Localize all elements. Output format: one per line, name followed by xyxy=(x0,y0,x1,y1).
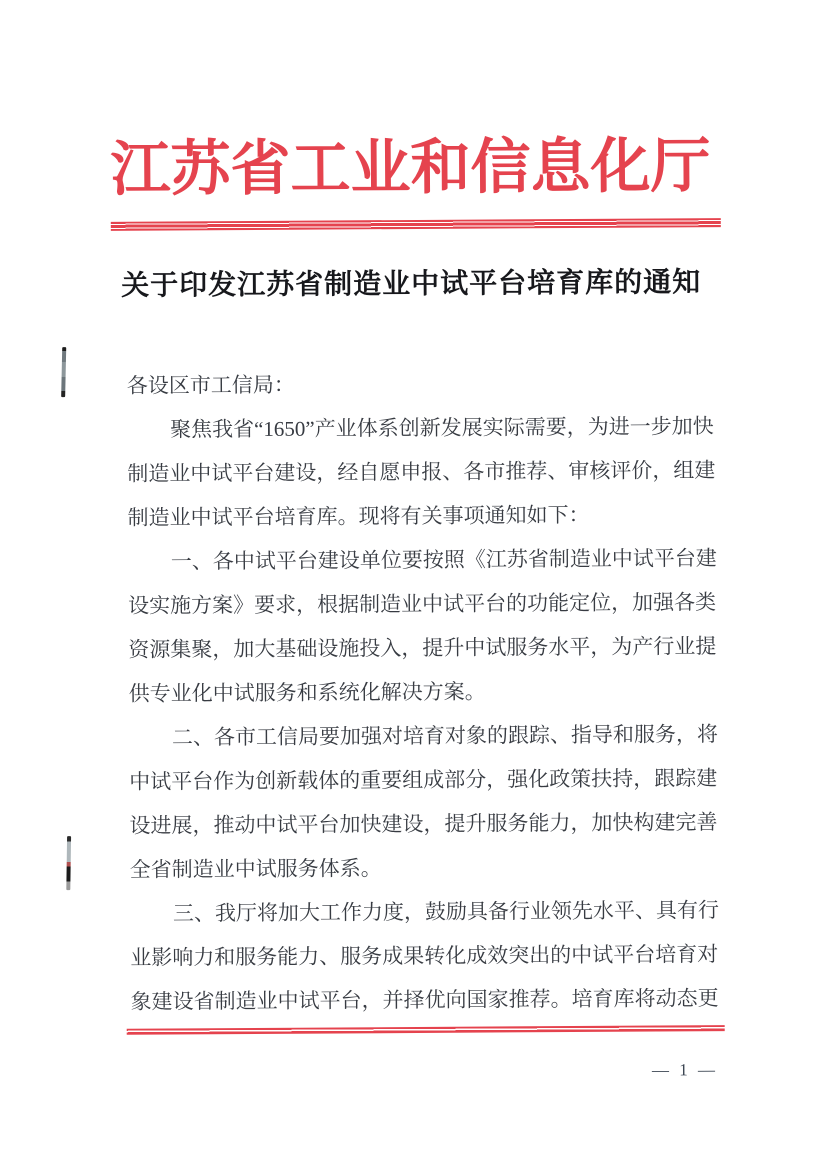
body-paragraphs xyxy=(127,404,720,1024)
body-line: 全省制造业中试服务体系。 xyxy=(129,856,382,882)
page-number: — 1 — xyxy=(651,1060,719,1080)
body-line: 供专业化中试服务和系统化解决方案。 xyxy=(128,679,486,706)
body-line: 制造业中试平台建设，经自愿申报、各市推荐、审核评价，组建 xyxy=(127,458,716,486)
body-line: 二、各市工信局要加强对培育对象的跟踪、指导和服务，将 xyxy=(171,722,718,750)
letterhead-agency-title: 江苏省工业和信息化厅 xyxy=(110,133,711,203)
body-line: 制造业中试平台培育库。现将有关事项通知如下： xyxy=(127,502,590,530)
body-line: 聚焦我省“1650”产业体系创新发展实际需要，为进一步加快 xyxy=(169,414,714,442)
body-line: 设进展，推动中试平台加快建设，提升服务能力，加快构建完善 xyxy=(129,810,718,838)
document-title: 关于印发江苏省制造业中试平台培育库的通知 xyxy=(121,267,702,302)
body-line: 象建设省制造业中试平台，并择优向国家推荐。培育库将动态更 xyxy=(130,986,719,1014)
staple-mark-top xyxy=(61,347,66,397)
body-line: 资源集聚，加大基础设施投入，提升中试服务水平，为产行业提 xyxy=(128,634,717,662)
staple-mark-bottom xyxy=(66,836,71,890)
letterhead-rule xyxy=(111,218,721,231)
body-line: 业影响力和服务能力、服务成果转化成效突出的中试平台培育对 xyxy=(130,942,719,970)
salutation: 各设区市工信局： xyxy=(126,372,295,398)
footer-rule xyxy=(127,1025,725,1035)
body-line: 一、各中试平台建设单位要按照《江苏省制造业中试平台建 xyxy=(170,546,717,574)
body-line: 设实施方案》要求，根据制造业中试平台的功能定位，加强各类 xyxy=(128,590,717,618)
document-body xyxy=(126,360,720,1024)
body-line: 三、我厅将加大工作力度，鼓励具备行业领先水平、具有行 xyxy=(172,898,720,926)
body-line: 中试平台作为创新载体的重要组成部分，强化政策扶持，跟踪建 xyxy=(129,766,718,794)
